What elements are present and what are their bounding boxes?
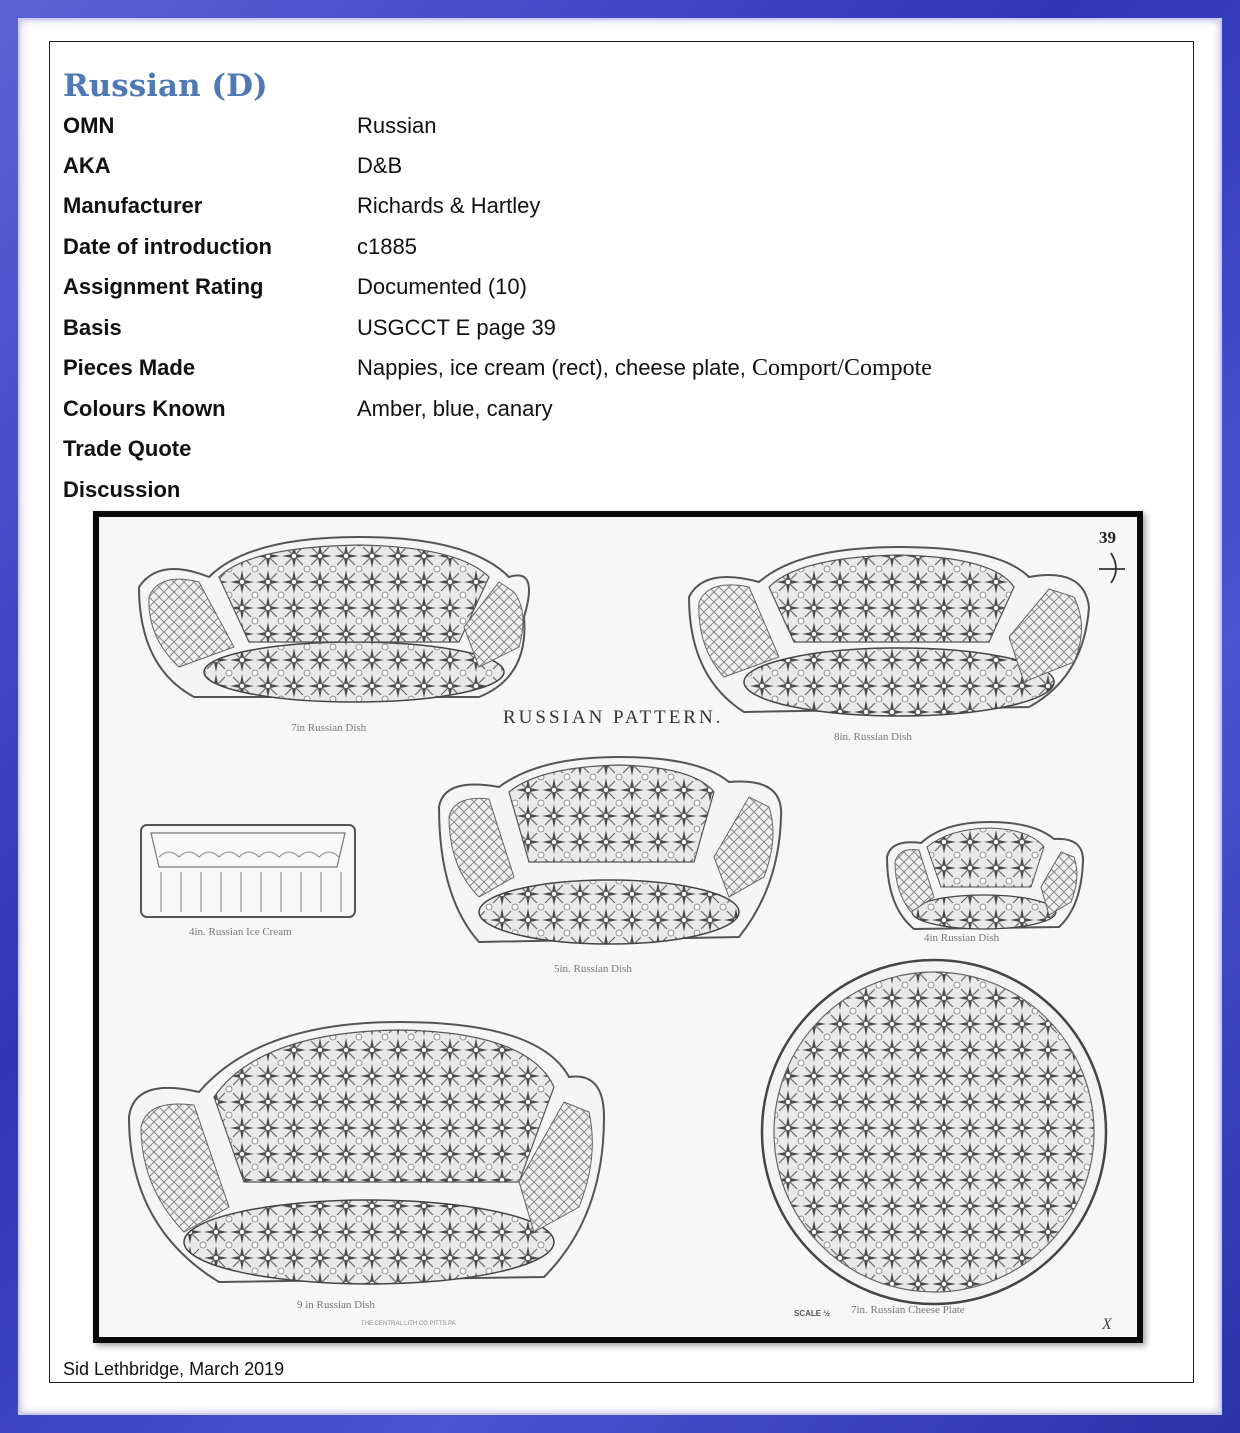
- field-label: Pieces Made: [63, 355, 196, 380]
- field-value: Richards & Hartley: [357, 193, 541, 218]
- corner-mark: X: [1102, 1316, 1112, 1333]
- caption-bottom-right: 7in. Russian Cheese Plate: [851, 1304, 965, 1316]
- cheese-plate-drawing: [762, 960, 1106, 1304]
- field-label: Assignment Rating: [63, 274, 264, 299]
- footer-author: Sid Lethbridge, March 2019: [63, 1359, 285, 1379]
- caption-top-right: 8in. Russian Dish: [834, 731, 912, 743]
- pieces-text: Nappies, ice cream (rect), cheese plate,: [357, 355, 752, 380]
- pieces-text-extra: Comport/Compote: [751, 355, 932, 381]
- caption-scale: SCALE ½: [794, 1309, 831, 1318]
- dish-7in-drawing: [139, 537, 529, 702]
- field-label: Manufacturer: [63, 193, 203, 218]
- plate-heading: RUSSIAN PATTERN.: [503, 707, 724, 728]
- field-value: [357, 355, 932, 382]
- field-value: Amber, blue, canary: [357, 396, 553, 421]
- field-value: USGCCT E page 39: [357, 315, 556, 340]
- field-value: D&B: [357, 153, 403, 178]
- page-mark-icon: [1099, 553, 1125, 583]
- field-label: OMN: [63, 113, 115, 138]
- field-label: AKA: [63, 153, 111, 178]
- caption-small-right: 4in Russian Dish: [924, 932, 1000, 944]
- caption-top-left: 7in Russian Dish: [291, 722, 367, 734]
- ice-cream-tray-drawing: [141, 825, 355, 917]
- field-value: Documented (10): [357, 274, 527, 299]
- caption-bottom-left: 9 in Russian Dish: [297, 1299, 375, 1311]
- caption-printer: THE CENTRAL LITH CO PITTS PA: [361, 1321, 456, 1327]
- caption-ice-cream: 4in. Russian Ice Cream: [189, 926, 292, 938]
- dish-8in-drawing: [689, 547, 1089, 716]
- plate-page-number: 39: [1099, 528, 1116, 547]
- caption-center: 5in. Russian Dish: [554, 963, 632, 975]
- dish-4in-drawing: [887, 822, 1083, 929]
- catalogue-plate-image: [93, 511, 1143, 1343]
- page-title: Russian (D): [63, 68, 268, 104]
- dish-5in-drawing: [439, 757, 781, 944]
- field-label: Date of introduction: [63, 234, 272, 259]
- field-value: Russian: [357, 113, 437, 138]
- field-label: Basis: [63, 315, 122, 340]
- dish-9in-drawing: [129, 1022, 604, 1284]
- field-label: Discussion: [63, 477, 181, 502]
- field-label: Colours Known: [63, 396, 226, 421]
- field-value: c1885: [357, 234, 417, 259]
- field-label: Trade Quote: [63, 436, 192, 461]
